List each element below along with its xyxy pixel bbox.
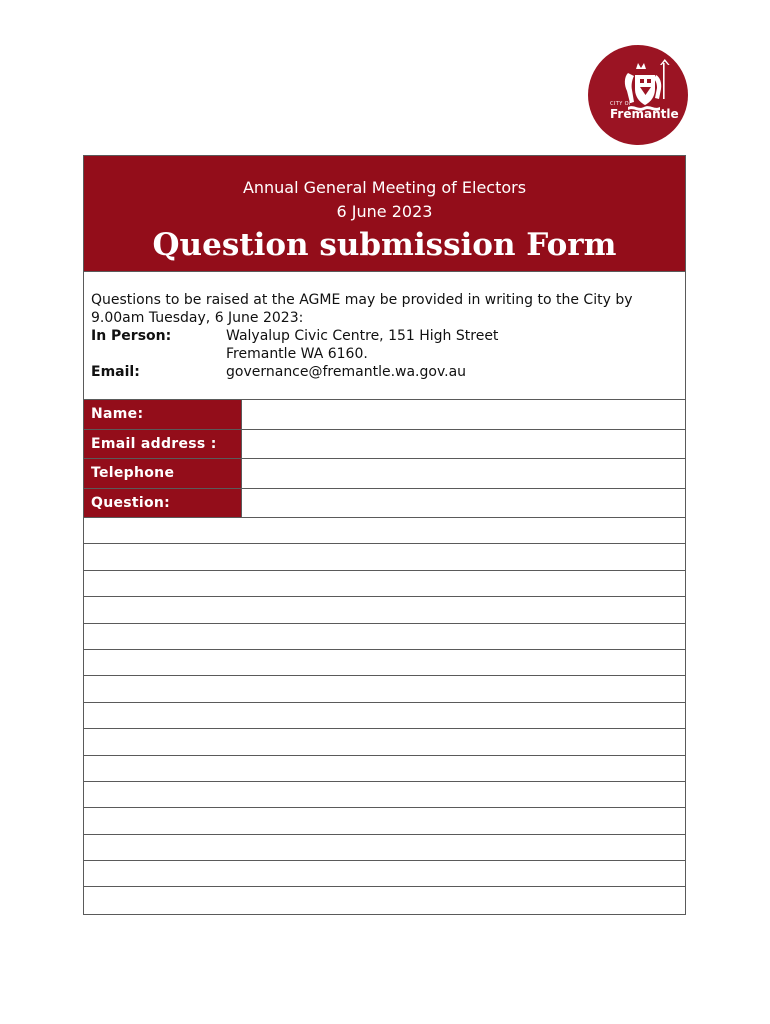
field-row-email [84, 430, 685, 460]
in-person-label: In Person: [91, 328, 172, 344]
question-answer-line[interactable] [84, 624, 685, 650]
question-answer-line[interactable] [84, 518, 685, 544]
email-address[interactable]: governance@fremantle.wa.gov.au [226, 364, 467, 380]
field-row-name [84, 400, 685, 430]
event-name: Annual General Meeting of Electors [242, 178, 527, 197]
in-person-address-line1: Walyalup Civic Centre, 151 High Street [226, 328, 499, 344]
question-answer-line[interactable] [84, 808, 685, 834]
question-input[interactable] [242, 489, 685, 518]
question-answer-line[interactable] [84, 861, 685, 887]
question-answer-line[interactable] [84, 650, 685, 676]
logo-name: Fremantle [610, 107, 679, 121]
logo-city-label: CITY OF [610, 101, 633, 107]
in-person-row-2 [91, 345, 678, 363]
question-submission-form [83, 155, 686, 915]
question-answer-line[interactable] [84, 756, 685, 782]
question-answer-line[interactable] [84, 571, 685, 597]
intro-section [84, 272, 685, 400]
question-answer-line[interactable] [84, 597, 685, 623]
coat-of-arms-icon [588, 45, 688, 145]
intro-text: Questions to be raised at the AGME may be provided in writing to the City by 9.00am Tuesday, 6 June 2023: [91, 292, 633, 326]
question-answer-line[interactable] [84, 544, 685, 570]
question-answer-area[interactable] [84, 518, 685, 914]
email-address-label: Email address : [84, 430, 242, 459]
telephone-label: Telephone [84, 459, 242, 488]
question-label: Question: [84, 489, 242, 518]
form-title: Question submission Form [152, 227, 617, 263]
name-label: Name: [84, 400, 242, 429]
telephone-input[interactable] [242, 459, 685, 488]
field-row-telephone [84, 459, 685, 489]
city-of-fremantle-logo [588, 45, 688, 145]
question-answer-line[interactable] [84, 782, 685, 808]
form-header [84, 156, 685, 272]
in-person-row [91, 327, 678, 345]
field-row-question [84, 489, 685, 519]
question-answer-line[interactable] [84, 703, 685, 729]
name-input[interactable] [242, 400, 685, 429]
question-answer-line[interactable] [84, 835, 685, 861]
email-address-input[interactable] [242, 430, 685, 459]
event-date: 6 June 2023 [336, 202, 433, 221]
email-label: Email: [91, 364, 140, 380]
question-answer-line[interactable] [84, 887, 685, 913]
question-answer-line[interactable] [84, 676, 685, 702]
question-answer-line[interactable] [84, 729, 685, 755]
contact-spacer [91, 345, 226, 363]
in-person-address-line2: Fremantle WA 6160. [226, 346, 368, 362]
email-row [91, 363, 678, 381]
